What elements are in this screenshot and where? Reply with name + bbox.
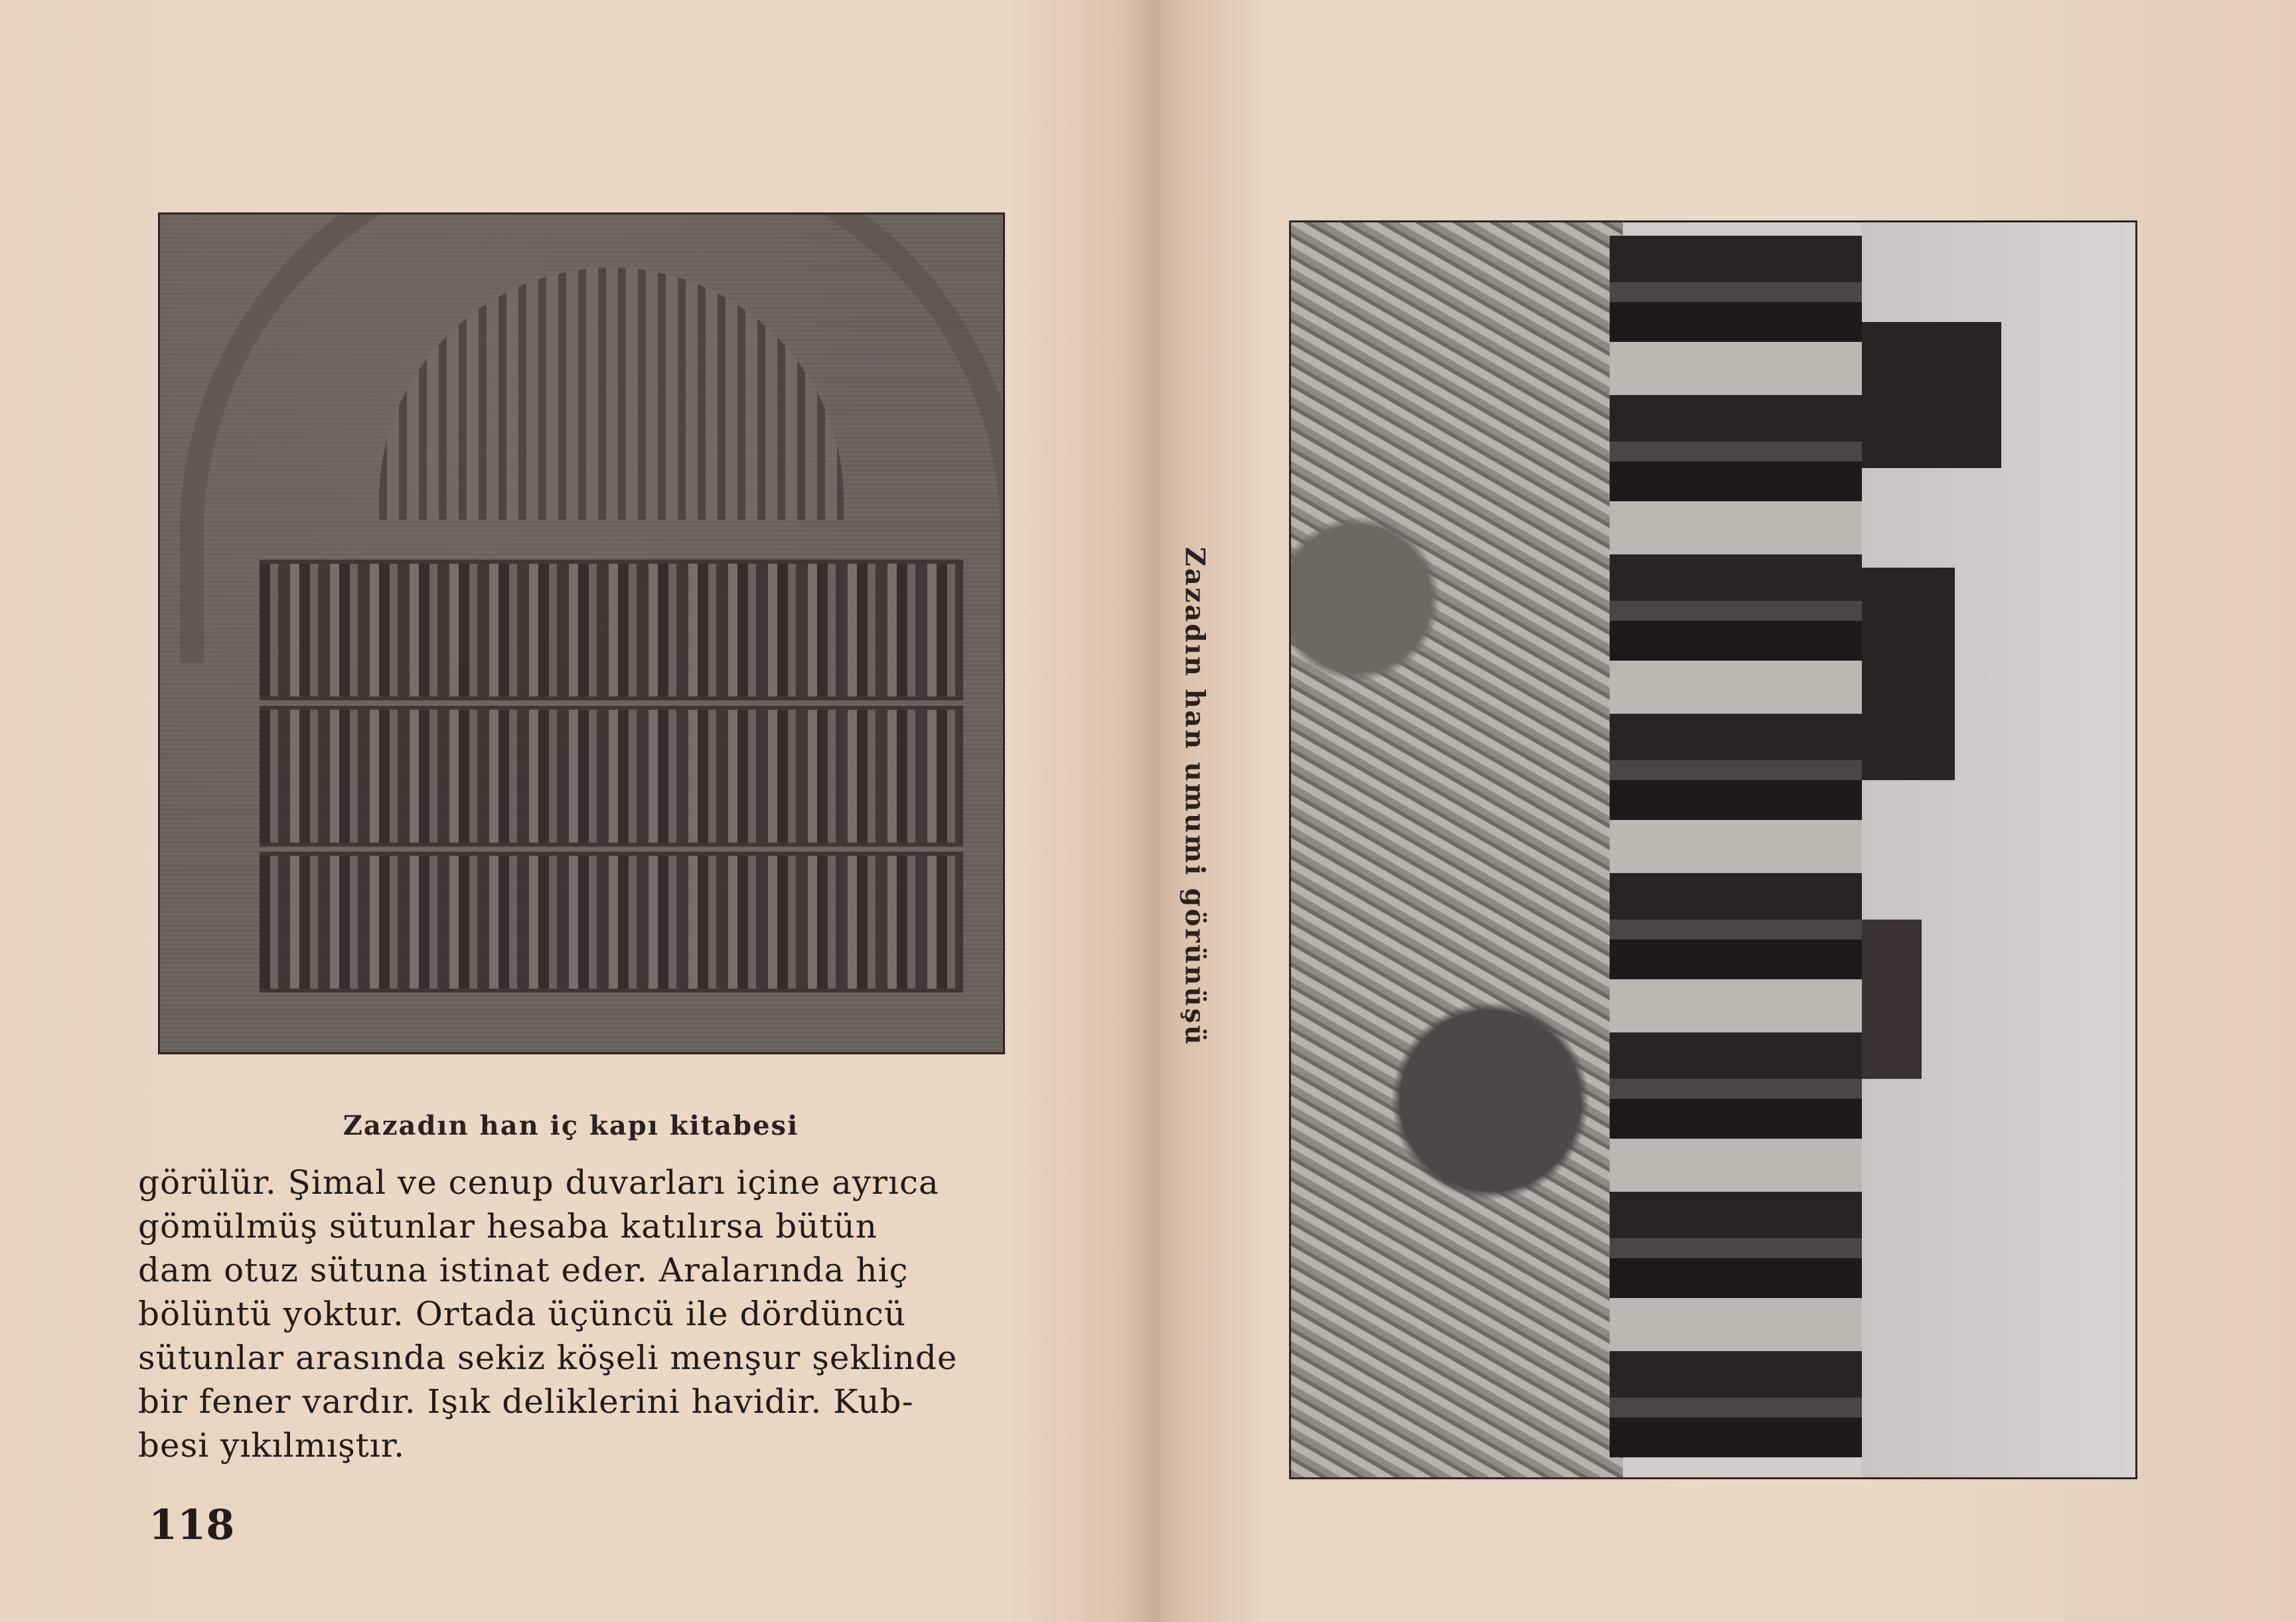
- text-line: besi yıkılmıştır.: [138, 1426, 406, 1465]
- inscription-panel: [260, 706, 963, 847]
- inscription-panel: [260, 852, 963, 993]
- figure-caption-right: Zazadın han umumi görünüşü: [1179, 546, 1211, 1047]
- text-line: gömülmüş sütunlar hesaba katılırsa bütün: [138, 1207, 878, 1246]
- body-text: [138, 1161, 1054, 1467]
- inscription-panel: [260, 560, 963, 700]
- text-line: dam otuz sütuna istinat eder. Aralarında hiç: [138, 1251, 909, 1289]
- page-number: 118: [149, 1500, 235, 1549]
- text-line: sütunlar arasında sekiz köşeli menşur şeklinde: [138, 1338, 958, 1377]
- inscription-photo: [158, 212, 1005, 1054]
- photo-tower: [1862, 920, 1922, 1079]
- photo-tower: [1862, 322, 2001, 468]
- caravanserai-photo: [1289, 220, 2137, 1479]
- figure-caption-left: Zazadın han iç kapı kitabesi: [343, 1110, 799, 1141]
- text-line: bölüntü yoktur. Ortada üçüncü ile dördüncü: [138, 1295, 907, 1333]
- text-line: bir fener vardır. Işık deliklerini havidir. Kub-: [138, 1382, 914, 1421]
- text-line: görülür. Şimal ve cenup duvarları içine ayrıca: [138, 1163, 939, 1202]
- photo-tower: [1862, 568, 1955, 780]
- photo-ground: [1291, 222, 1623, 1477]
- photo-wall: [1610, 236, 1862, 1457]
